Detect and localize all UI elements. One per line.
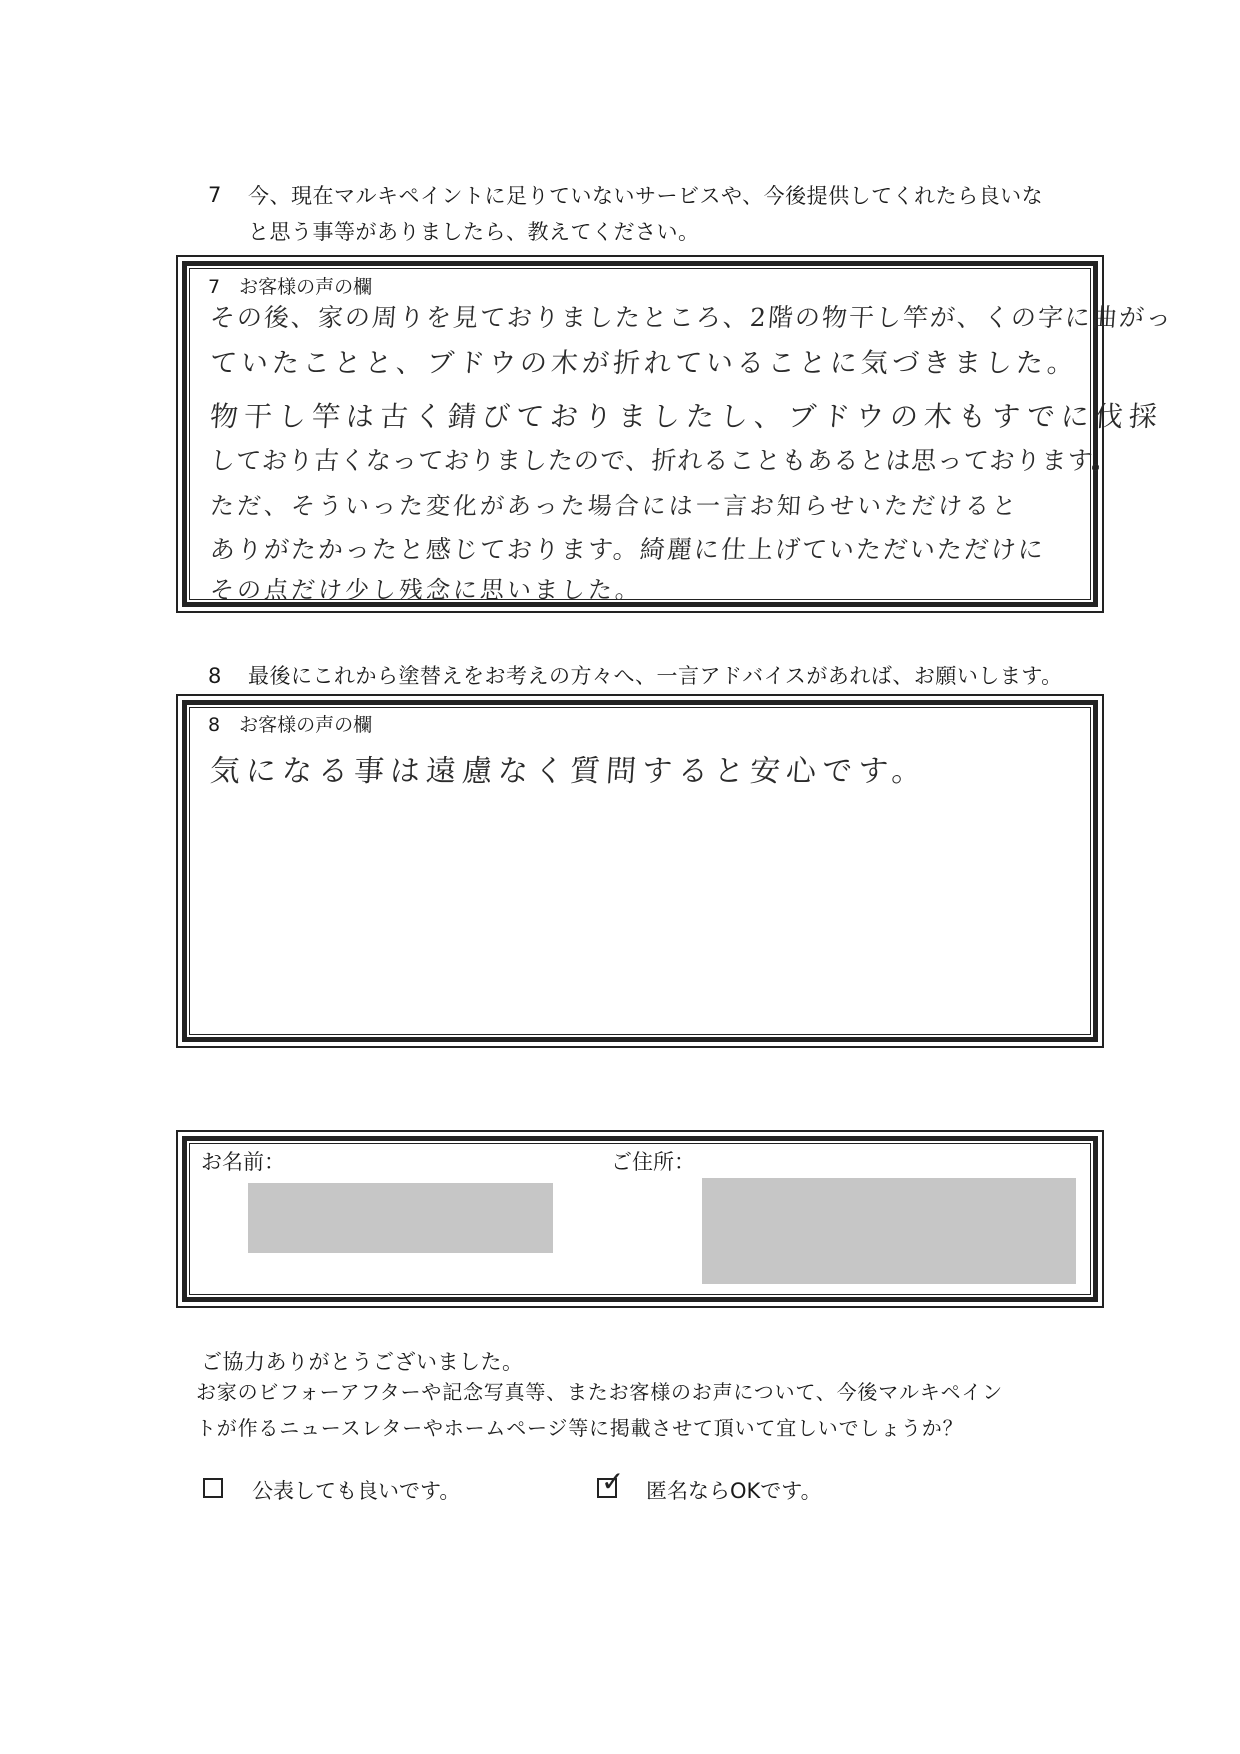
- question-7-line-2: と思う事等がありましたら、教えてください。: [248, 220, 700, 244]
- question-7-answer-line-3: 物干し竿は古く錆びておりましたし、ブドウの木もすでに伐採: [208, 400, 1165, 433]
- check-mark-icon: ✓: [601, 1465, 625, 1498]
- publish-ok-label: 公表しても良いです。: [252, 1479, 461, 1503]
- question-7-answer-line-7: その点だけ少し残念に思いました。: [209, 576, 643, 604]
- question-7-answer-line-4: しており古くなっておりましたので、折れることもあるとは思っております。: [208, 446, 1119, 475]
- question-7-line-1: 今、現在マルキペイントに足りていないサービスや、今後提供してくれたら良いな: [248, 184, 1044, 208]
- thanks-heading: ご協力ありがとうございました。: [201, 1350, 524, 1374]
- question-7-box-label: 7 お客様の声の欄: [208, 276, 373, 298]
- name-redaction: [248, 1183, 553, 1253]
- question-7-text: [248, 178, 1108, 250]
- consent-question-line-1: お家のビフォーアフターや記念写真等、またお客様のお声について、今後マルキペイン: [196, 1380, 1003, 1404]
- question-8-answer: 気になる事は遠慮なく質問すると安心です。: [208, 754, 929, 789]
- question-8-text: 最後にこれから塗替えをお考えの方々へ、一言アドバイスがあれば、お願いします。: [248, 664, 1063, 688]
- anonymous-ok-checkbox[interactable]: [597, 1465, 625, 1498]
- question-8-answer-box: [176, 694, 1104, 1048]
- question-7-answer-line-5: ただ、そういった変化があった場合には一言お知らせいただけると: [209, 492, 1021, 520]
- address-redaction: [702, 1178, 1076, 1284]
- question-7-answer-line-1: その後、家の周りを見ておりましたところ、2階の物干し竿が、くの字に曲がっ: [208, 303, 1174, 332]
- anonymous-ok-label: 匿名ならOKです。: [646, 1479, 822, 1503]
- address-label: ご住所：: [611, 1150, 695, 1174]
- consent-question-line-2: トが作るニュースレターやホームページ等に掲載させて頂いて宜しいでしょうか？: [196, 1416, 964, 1440]
- question-7-number: 7: [208, 183, 222, 207]
- question-8-number: 8: [208, 664, 222, 688]
- consent-question: [196, 1374, 1096, 1446]
- name-label: お名前：: [201, 1150, 285, 1174]
- question-7-answer-line-2: ていたことと、ブドウの木が折れていることに気づきました。: [208, 348, 1080, 379]
- question-7-answer-line-6: ありがたかったと感じております。綺麗に仕上げていただいただけに: [208, 535, 1047, 564]
- publish-ok-checkbox[interactable]: [203, 1478, 223, 1498]
- question-8-box-label: 8 お客様の声の欄: [208, 714, 373, 736]
